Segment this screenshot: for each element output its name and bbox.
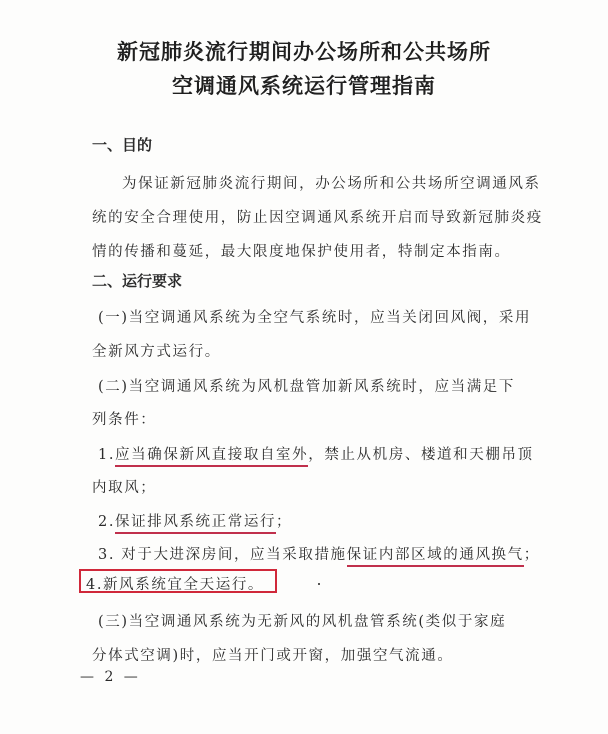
paragraph-line: (二)当空调通风系统为风机盘管加新风系统时，应当满足下 [98, 379, 516, 395]
section-heading-requirements: 二、运行要求 [92, 272, 183, 290]
paragraph-line: 列条件： [92, 412, 157, 428]
paragraph-line: 分体式空调)时，应当开门或开窗，加强空气流通。 [92, 648, 454, 664]
paragraph-line: 全新风方式运行。 [92, 344, 221, 360]
list-item-text: ，禁止从机房、楼道和天棚吊顶 [308, 447, 534, 463]
list-item-prefix: 2. [98, 514, 116, 530]
paragraph-line: (一)当空调通风系统为全空气系统时，应当关闭回风阀，采用 [98, 310, 532, 326]
list-item-prefix: 1. [98, 447, 116, 463]
document-title-line1: 新冠肺炎流行期间办公场所和公共场所 [117, 40, 491, 64]
underlined-text: 保证排风系统正常运行 [115, 514, 276, 534]
document-title-line2: 空调通风系统运行管理指南 [172, 74, 436, 98]
underlined-text: 保证内部区域的通风换气 [347, 547, 524, 567]
list-item-1 [98, 443, 534, 464]
list-item-prefix: 3. 对于大进深房间，应当采取措施 [98, 547, 347, 563]
paragraph-line: 内取风； [92, 480, 157, 496]
list-item-4: 4.新风系统宜全天运行。 [86, 577, 265, 593]
list-item-2 [98, 510, 292, 531]
list-item-text: ； [523, 547, 540, 563]
underlined-text: 应当确保新风直接取自室外 [115, 447, 308, 467]
paragraph-line: 统的安全合理使用，防止因空调通风系统开启而导致新冠肺炎疫 [92, 210, 543, 226]
paragraph-line: 情的传播和蔓延，最大限度地保护使用者，特制定本指南。 [92, 244, 511, 260]
list-item-text: ； [276, 514, 293, 530]
list-item-3 [98, 543, 540, 564]
paragraph-line: (三)当空调通风系统为无新风的风机盘管系统(类似于家庭 [98, 614, 507, 630]
page-number: — 2 — [80, 669, 141, 685]
speck [318, 583, 320, 585]
paragraph-line: 为保证新冠肺炎流行期间，办公场所和公共场所空调通风系 [122, 176, 541, 192]
section-heading-purpose: 一、目的 [92, 136, 153, 154]
